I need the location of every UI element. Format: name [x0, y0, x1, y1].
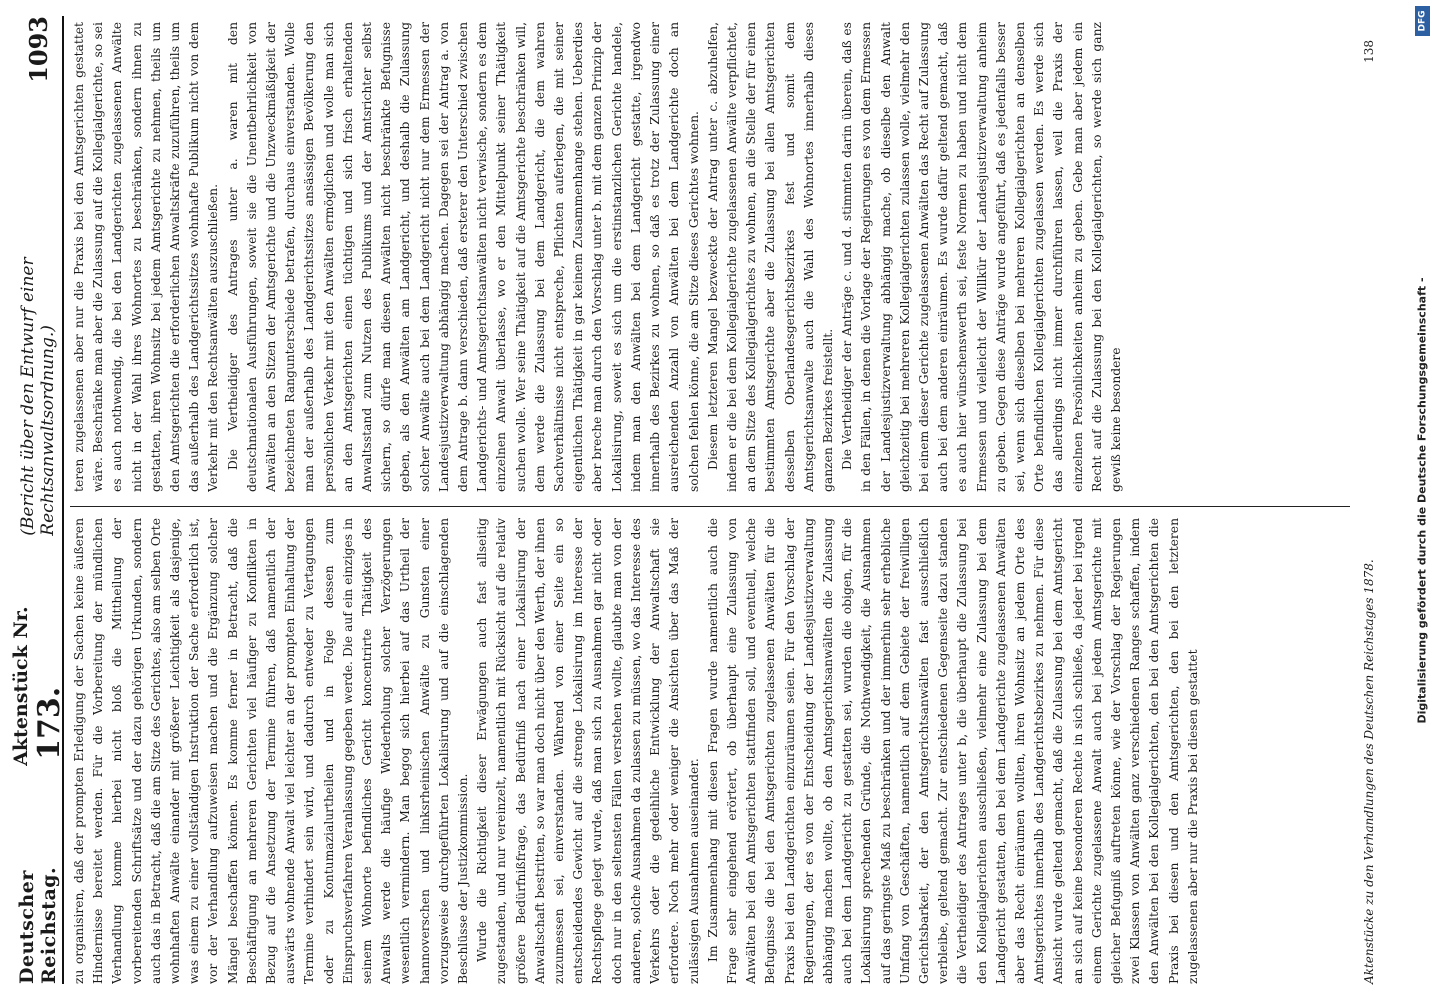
- left-column: [70, 518, 1350, 984]
- paragraph: Im Zusammenhang mit diesen Fragen wurde namentlich auch die Frage sehr eingehend erörtert, ob überhaupt eine Zulassung von Anwälten bei den Amtsgerichten stattfinden soll, und eventuell, welche Befugnisse die bei den Amtsgerichten zugelassenen Anwälten für die Praxis bei den Landgerichten einzuräumen seien. Für den Vorschlag der Regierungen, der es von der Entscheidung der Landesjustizverwaltung abhängig machen wollte, ob den Amtsgerichtsanwälten die Zulassung auch bei dem Landgericht zu gestatten sei, wurden die obigen, für die Lokalisirung sprechenden Gründe, die Nothwendigkeit, die Ausnahmen auf das geringste Maß zu beschränken und der immerhin sehr erhebliche Umfang von Geschäften, namentlich auf dem Gebiete der freiwilligen Gerichtsbarkeit, der den Amtsgerichtsanwälten fast ausschließlich verbleibe, geltend gemacht. Zur entschiedenen Gegenseite dazu standen die Vertheidiger des Antrages unter b, die überhaupt die Zulassung bei den Kollegialgerichten ausschließen, vielmehr eine Zulassung bei dem Landgericht gestatten, den bei dem Landgerichte zugelassenen Anwälten aber das Recht einräumen wollten, ihren Wohnsitz an jedem Orte des Amtsgerichtes innerhalb des Landgerichtsbezirkes zu nehmen. Für diese Ansicht wurde geltend gemacht, daß die Zulassung bei dem Amtsgericht an sich auf keine besonderen Rechte in sich schließe, da jeder bei irgend einem Gerichte zugelassene Anwalt auch bei jedem Amtsgerichte mit gleicher Befugniß auftreten könne, wie der Vorschlag der Regierungen zwei Klassen von Anwälten ganz verschiedenen Ranges schaffen, indem den Anwälten bei den Kollegialgerichten, den bei den Amtsgerichten die Praxis bei diesen und den Amtsgerichten, den bei den letzteren zugelassenen aber nur die Praxis bei diesen gestattet: [705, 518, 1200, 984]
- right-column: [70, 22, 1350, 492]
- header-right: (Bericht über den Entwurf einer Rechtsanwaltsordnung.): [18, 257, 58, 536]
- header-mid-prefix: Aktenstück Nr.: [9, 606, 32, 766]
- header-left: Deutscher Reichstag.: [16, 866, 60, 984]
- digitization-credit: [1412, 0, 1432, 1000]
- paragraph: Diesem letzteren Mangel bezweckte der Antrag unter c. abzuhelfen, indem er die bei dem Kollegialgerichte zugelassenen Anwälte verpflichtet, an dem Sitze des Kollegialgerichtes zu wohnen, an die Stelle der für einen bestimmten Amtsgerichte aber die Zulassung bei allen Amtsgerichten desselben Oberlandesgerichtsbezirkes fest und somit dem Amtsgerichtsanwalte auch die Wahl des Wohnortes innerhalb dieses ganzen Bezirkes freistellt.: [705, 22, 835, 492]
- paragraph: zu organisiren, daß der prompten Erledigung der Sachen keine äußeren Hindernisse bereitet werden. Für die Vorbereitung der mündlichen Verhandlung komme hierbei nicht bloß die Mittheilung der vorbereitenden Schriftsätze und der dazu gehörigen Urkunden, sondern auch das in Betracht, daß die am Sitze des Gerichtes, also am selben Orte wohnhaften Anwälte einander mit größerer Leichtigkeit als dasjenige, was einem zu einer vollständigen Instruktion der Sache erforderlich ist, vor der Verhandlung aufzuweisen machen und die Ergänzung solcher Mängel beschaffen können. Es komme ferner in Betracht, daß die Beschäftigung an mehreren Gerichten viel häufiger zu Konflikten in Bezug auf die Ansetzung der Termine führen, daß namentlich der auswärts wohnende Anwalt viel leichter an der prompten Einhaltung der Termine verhindert sein wird, und dadurch entweder zu Vertagungen oder zu Kontumazialurtheilen und in Folge dessen zum Einspruchsverfahren Veranlassung gegeben werde. Die auf ein einziges in seinem Wohnorte befindliches Gericht koncentrirte Thätigkeit des Anwalts werde die häufige Wiederholung solcher Verzögerungen wesentlich vermindern. Man begog sich hierbei auf das Urtheil der hannoverschen und linksrheinischen Anwälte zu Gunsten einer vorzugsweise durchgeführten Lokalisirung und auf die einschlagenden Beschlüsse der Justizkommission.: [72, 518, 471, 984]
- paragraph: Wurde die Richtigkeit dieser Erwägungen auch fast allseitig zugestanden, und nur vereinzelt, namentlich mit Rücksicht auf die relativ größere Bedürfnißfrage, das Bedürfniß nach einer Lokalisirung der Anwaltschaft bestritten, so war man doch nicht über den Werth, der ihnen zuzumessen sei, einverstanden. Während von einer Seite ein so entscheidendes Gewicht auf die strenge Lokalisirung im Interesse der Rechtspflege gelegt wurde, daß man sich zu Ausnahmen gar nicht oder doch nur in den seltensten Fällen verstehen wollte, glaubte man von der anderen, solche Ausnahmen da zulassen zu müssen, wo das Interesse des Verkehrs oder die gedeihliche Entwicklung der Anwaltschaft sie erfordere. Noch mehr oder weniger die Ansichten über das Maß der zulässigen Ausnahmen auseinander.: [475, 518, 701, 984]
- paragraph: Die Vertheidiger des Antrages unter a. waren mit den deutschnationalen Ausführungen, soweit sie die Unentbehrlichkeit von Anwälten an den Sitzen der Amtsgerichte und die Unzweckmäßigkeit der bezeichneten Rangunterschiede betrafen, durchaus einverstanden. Wolle man der außerhalb des Landgerichtssitzes ansässigen Bevölkerung den persönlichen Verkehr mit den Anwälten ermöglichen und wolle man sich an den Amtsgerichten einen tüchtigen und sich frisch erhaltenden Anwaltsstand zum Nutzen des Publikums und der Amtsrichter selbst sichern, so dürfe man diesen Anwälten nicht beschränkte Befugnisse geben, als den Anwälten am Landgericht, und deshalb die Zulassung solcher Anwälte auch bei dem Landgericht nicht nur dem Ermessen der Landesjustizverwaltung abhängig machen. Dagegen sei der Antrag a. von dem Antrage b. dann verschieden, daß ersterer den Unterschied zwischen Landgerichts- und Amtsgerichtsanwälten nicht verwische, sondern es dem einzelnen Anwalt überlasse, wo er den Mittelpunkt seiner Thätigkeit suchen wolle. Wer seine Thätigkeit auf die Amtsgerichte beschränken will, dem werde die Zulassung bei dem Landgericht, die dem wahren Sachverhältnisse nicht entspreche, Pflichten auferlegen, die mit seiner eigentlichen Thätigkeit in gar keinem Zusammenhange stehen. Ueberdies aber breche man durch den Vorschlag unter b. mit dem ganzen Prinzip der Lokalisirung, soweit es sich um die erstinstanzlichen Gerichte handele, indem man den Anwälten bei dem Landgericht gestatte, irgendwo innerhalb des Bezirkes zu wohnen, so daß es trotz der Zulassung einer ausreichenden Anzahl von Anwälten bei dem Landgerichte doch an solchen fehlen könne, die am Sitze dieses Gerichtes wohnen.: [225, 22, 701, 492]
- page-header: [9, 16, 67, 984]
- dfg-logo-icon: [1415, 6, 1430, 36]
- paragraph: Die Vertheidiger der Anträge c. und d. stimmten darin überein, daß es in den Fällen, in denen die Vorlage der Regierungen es von dem Ermessen der Landesjustizverwaltung abhängig mache, ob dieselbe den Anwalt gleichzeitig bei mehreren Kollegialgerichten zulassen wolle, vielmehr den bei einem dieser Gerichte zugelassenen Anwälten das Recht auf Zulassung auch bei dem anderen einräumen. Es wurde dafür geltend gemacht, daß es auch hier wünschenswerth sei, feste Normen zu haben und nicht dem Ermessen und vielleicht der Willkür der Landesjustizverwaltung anheim zu geben. Gegen diese Anträge wurde angeführt, daß es jedenfalls besser sei, wenn sich dieselben bei mehreren Kollegialgerichten an denselben Orte befindlichen Kollegialgerichten zugelassen werden. Es werde sich das allerdings nicht immer durchführen lassen, weil die Praxis der einzelnen Persönlichkeiten anheim zu geben. Gebe man aber jedem ein Recht auf die Zulassung bei den Kollegialgerichten, so werde sich ganz gewiß keine besondere: [840, 22, 1123, 492]
- footer-sheet-number: 138: [1362, 40, 1376, 63]
- page-number: 1093: [23, 16, 53, 83]
- footer-source: Aktenstücke zu den Verhandlungen des Deutschen Reichstages 1878.: [1362, 559, 1376, 984]
- digitization-credit-text: Digitalisierung gefördert durch die Deutsche Forschungsgemeinschaft -: [1415, 276, 1429, 724]
- header-document-number: [10, 536, 67, 766]
- header-mid-number: 173.: [31, 686, 67, 760]
- paragraph: teren zugelassenen aber nur die Praxis bei den Amtsgerichten gestattet wäre. Beschränke man aber die Zulassung auf die Kollegialgerichte, so sei es auch nothwendig, die bei den Landgerichten zugelassenen Anwälte nicht in der Wahl ihres Wohnortes zu beschränken, sondern ihnen zu gestatten, ihren Wohnsitz bei jedem Amtsgerichte zu nehmen, theils um den Amtsgerichten die erforderlichen Anwaltskräfte zuzuführen, theils um das außerhalb des Landgerichtssitzes wohnhafte Publikum nicht von dem Verkehr mit den Rechtsanwälten auszuschließen.: [72, 22, 221, 492]
- dfg-logo-text: DFG: [1417, 10, 1428, 32]
- column-divider: [70, 506, 1350, 507]
